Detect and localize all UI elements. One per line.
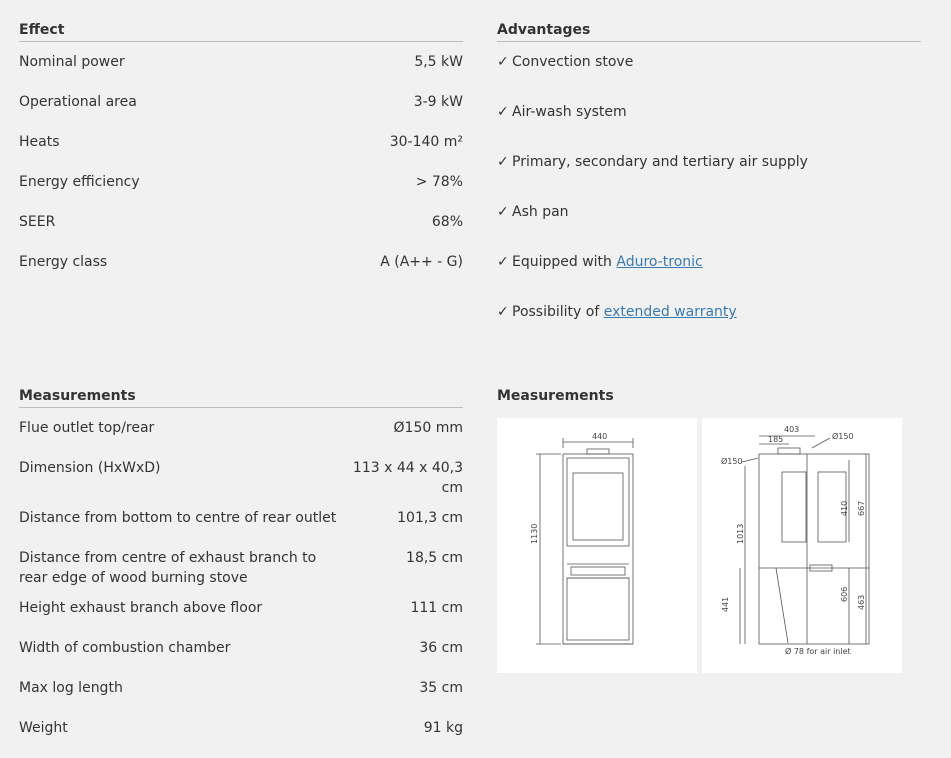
advantage-item — [497, 152, 808, 172]
air-inlet-label: Ø 78 for air inlet — [785, 647, 851, 656]
advantage-text: Primary, secondary and tertiary air supply — [512, 154, 808, 170]
drawing-title: Measurements — [497, 388, 614, 404]
spec-value: 36 cm — [419, 640, 463, 656]
spec-row — [19, 172, 463, 192]
spec-label: Operational area — [19, 94, 137, 110]
window-height-label: 410 — [840, 500, 849, 516]
spec-row — [19, 548, 463, 588]
advantage-text: Convection stove — [512, 54, 634, 70]
flue-rear-label: Ø150 — [721, 457, 743, 466]
spec-value: A (A++ - G) — [380, 254, 463, 270]
advantage-item — [497, 252, 703, 272]
front-view-drawing — [497, 418, 697, 673]
spec-value: 18,5 cm — [406, 550, 463, 566]
spec-row — [19, 508, 463, 528]
spec-value: 113 x 44 x 40,3 cm — [352, 460, 463, 496]
check-icon: ✓ — [497, 254, 509, 270]
spec-row — [19, 132, 463, 152]
height-dim-label: 1130 — [530, 523, 539, 544]
check-icon: ✓ — [497, 54, 509, 70]
side-view-drawing — [702, 418, 902, 673]
spec-row — [19, 598, 463, 618]
offset-label: 185 — [768, 435, 784, 444]
spec-value: 91 kg — [423, 720, 463, 736]
spec-row — [19, 638, 463, 658]
check-icon: ✓ — [497, 304, 509, 320]
spec-value: Ø150 mm — [393, 420, 463, 436]
spec-row — [19, 418, 463, 438]
spec-row — [19, 252, 463, 272]
spec-value: 30-140 m² — [389, 134, 463, 150]
spec-value: 111 cm — [410, 600, 463, 616]
advantage-text: Possibility of — [512, 304, 604, 320]
spec-label: Width of combustion chamber — [19, 640, 231, 656]
spec-row — [19, 52, 463, 72]
spec-label: Height exhaust branch above floor — [19, 600, 263, 616]
spec-row — [19, 92, 463, 112]
aduro-tronic-link[interactable]: Aduro-tronic — [616, 254, 703, 270]
spec-value: 101,3 cm — [397, 510, 463, 526]
spec-value: 68% — [431, 214, 463, 230]
check-icon: ✓ — [497, 154, 509, 170]
advantage-item — [497, 52, 633, 72]
advantage-item — [497, 202, 569, 222]
measurements-title: Measurements — [19, 386, 463, 408]
spec-row — [19, 212, 463, 232]
outlet-height-label: 1013 — [736, 523, 745, 544]
spec-row — [19, 458, 463, 498]
spec-label: Flue outlet top/rear — [19, 420, 155, 436]
spec-label: Weight — [19, 720, 68, 736]
base-height-label: 463 — [857, 594, 866, 610]
effect-title: Effect — [19, 20, 463, 42]
advantage-text: Air-wash system — [512, 104, 627, 120]
advantage-text: Ash pan — [512, 204, 569, 220]
top-width-label: 403 — [784, 425, 800, 434]
upper-height-label: 667 — [857, 500, 866, 516]
spec-row — [19, 718, 463, 738]
measurements-section — [19, 386, 463, 736]
spec-label: Max log length — [19, 680, 123, 696]
flue-top-label: Ø150 — [832, 432, 854, 441]
spec-value: 5,5 kW — [414, 54, 463, 70]
spec-label: Energy class — [19, 254, 108, 270]
ashpan-height-label: 606 — [840, 586, 849, 602]
advantage-item — [497, 102, 627, 122]
spec-row — [19, 678, 463, 698]
check-icon: ✓ — [497, 104, 509, 120]
effect-section — [19, 20, 463, 270]
spec-label: Distance from bottom to centre of rear outlet — [19, 510, 337, 526]
spec-label: SEER — [19, 214, 56, 230]
advantages-section — [497, 20, 921, 320]
spec-label: Energy efficiency — [19, 174, 140, 190]
spec-value: > 78% — [415, 174, 463, 190]
advantage-text: Equipped with — [512, 254, 617, 270]
advantage-item — [497, 302, 737, 322]
lower-height-label: 441 — [721, 596, 730, 612]
spec-label: Distance from centre of exhaust branch to rear edge of wood burning stove — [19, 550, 317, 586]
spec-label: Heats — [19, 134, 60, 150]
spec-label: Dimension (HxWxD) — [19, 460, 161, 476]
check-icon: ✓ — [497, 204, 509, 220]
extended-warranty-link[interactable]: extended warranty — [603, 304, 737, 320]
advantages-title: Advantages — [497, 20, 921, 42]
width-dim-label: 440 — [592, 432, 608, 441]
spec-value: 3-9 kW — [413, 94, 463, 110]
spec-label: Nominal power — [19, 54, 125, 70]
spec-value: 35 cm — [419, 680, 463, 696]
